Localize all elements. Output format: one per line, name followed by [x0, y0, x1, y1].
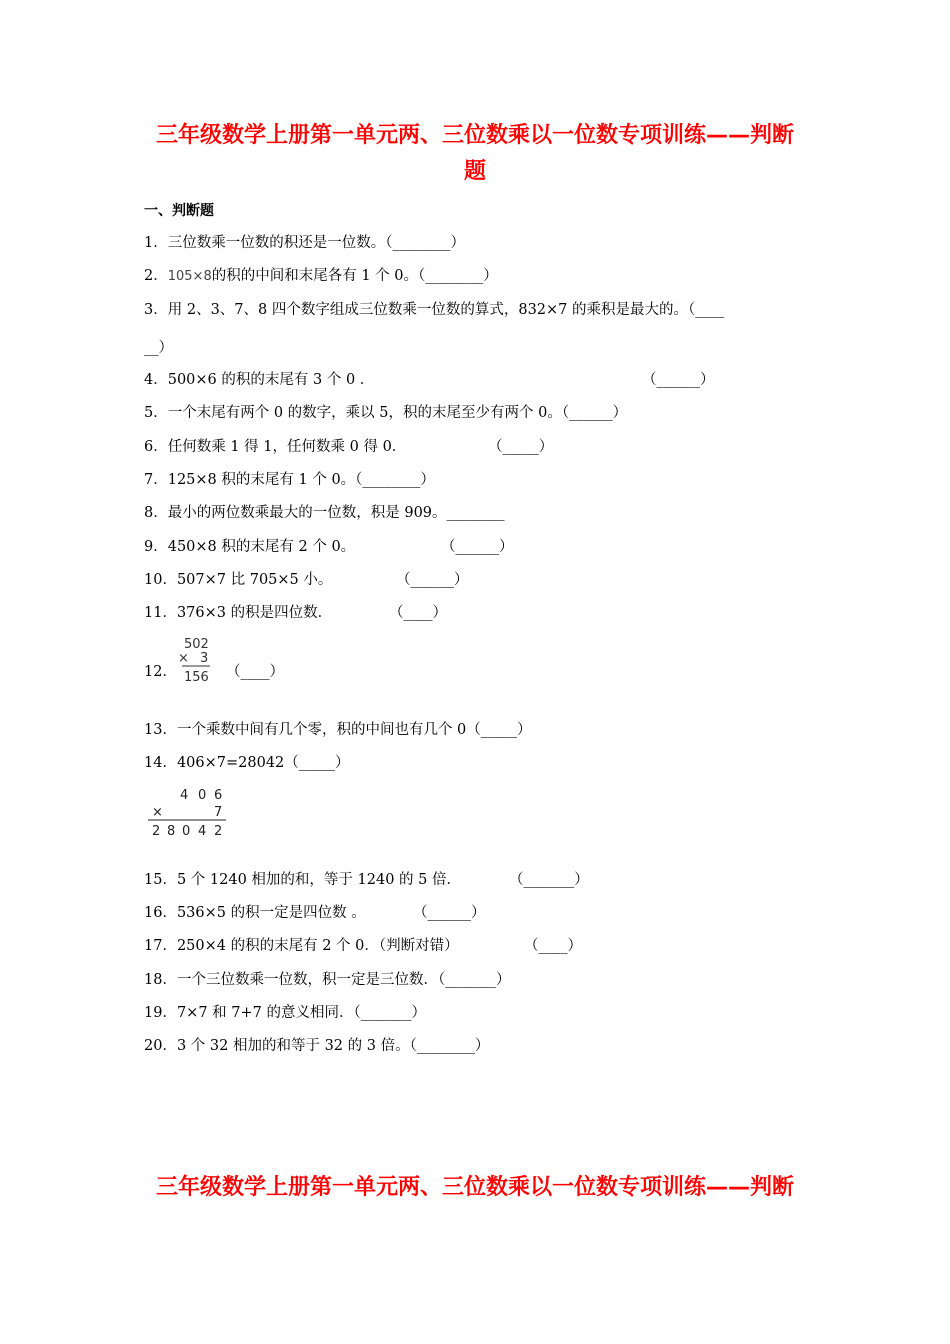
title-line-2: 题 — [463, 159, 486, 184]
question-17: 17．250×4 的积的末尾有 2 个 0．（判断对错） — [144, 938, 459, 954]
answer-blank-4[interactable]: （______） — [642, 372, 715, 388]
figure-14-result-digit: 4 — [198, 824, 207, 839]
document-title-repeat: 三年级数学上册第一单元两、三位数乘以一位数专项训练——判断 — [155, 1175, 794, 1200]
question-3-continuation: __） — [144, 340, 173, 356]
question-7: 7．125×8 积的末尾有 1 个 0。（________） — [144, 472, 435, 488]
figure-14-result-digit: 2 — [214, 824, 223, 839]
figure-12-result: 156 — [184, 670, 209, 685]
question-9: 9．450×8 积的末尾有 2 个 0。 — [144, 539, 356, 555]
figure-14-top-digit: 0 — [198, 788, 207, 803]
figure-14-multiplier: 7 — [214, 805, 223, 820]
question-12: 12． — [144, 664, 177, 680]
question-16: 16．536×5 的积一定是四位数 。 — [144, 905, 366, 921]
figure-12-top: 502 — [184, 637, 209, 652]
question-8: 8．最小的两位数乘最大的一位数，积是 909。________ — [144, 505, 505, 521]
vertical-multiplication-figure-14 — [146, 784, 230, 844]
question-20: 20．3 个 32 相加的和等于 32 的 3 倍。（________） — [144, 1038, 490, 1054]
expression-image: 105×8 — [167, 269, 212, 284]
section-heading: 一、判断题 — [144, 203, 214, 219]
document-title — [120, 118, 830, 190]
question-13: 13．一个乘数中间有几个零，积的中间也有几个 0（_____） — [144, 722, 532, 738]
question-1: 1．三位数乘一位数的积还是一位数。（________） — [144, 235, 465, 251]
question-5: 5．一个末尾有两个 0 的数字，乘以 5，积的末尾至少有两个 0。（______） — [144, 405, 628, 421]
question-10: 10．507×7 比 705×5 小。 — [144, 572, 333, 588]
question-2: 2．105×8的积的中间和末尾各有 1 个 0。（________） — [144, 268, 498, 284]
question-15: 15．5 个 1240 相加的和，等于 1240 的 5 倍． — [144, 872, 461, 888]
question-6: 6．任何数乘 1 得 1，任何数乘 0 得 0． — [144, 439, 407, 455]
figure-14-result-digit: 0 — [182, 824, 191, 839]
question-11: 11．376×3 的积是四位数． — [144, 605, 333, 621]
question-4: 4．500×6 的积的末尾有 3 个 0 ． — [144, 372, 375, 388]
figure-14-top-digit: 6 — [214, 788, 223, 803]
figure-14-result-digit: 2 — [152, 824, 161, 839]
question-18: 18．一个三位数乘一位数，积一定是三位数．（_______） — [144, 972, 511, 988]
vertical-multiplication-figure-12 — [174, 634, 216, 690]
answer-blank-15[interactable]: （_______） — [509, 872, 589, 888]
answer-blank-10[interactable]: （______） — [396, 572, 469, 588]
answer-blank-9[interactable]: （______） — [441, 539, 514, 555]
figure-14-result-digit: 8 — [167, 824, 176, 839]
answer-blank-12[interactable]: （____） — [226, 664, 284, 680]
question-14: 14．406×7=28042（_____） — [144, 755, 350, 771]
answer-blank-16[interactable]: （______） — [413, 905, 486, 921]
title-line-1: 三年级数学上册第一单元两、三位数乘以一位数专项训练——判断 — [155, 123, 794, 148]
figure-14-top-digit: 4 — [180, 788, 189, 803]
figure-12-op: × — [178, 651, 189, 666]
answer-blank-6[interactable]: （_____） — [488, 439, 554, 455]
figure-14-op: × — [152, 805, 163, 820]
question-3: 3．用 2、3、7、8 四个数字组成三位数乘一位数的算式，832×7 的乘积是最大的。（____ — [144, 302, 725, 318]
figure-12-multiplier: 3 — [200, 651, 209, 666]
answer-blank-17[interactable]: （____） — [524, 938, 582, 954]
answer-blank-11[interactable]: （____） — [389, 605, 447, 621]
question-19: 19．7×7 和 7+7 的意义相同．（_______） — [144, 1005, 426, 1021]
